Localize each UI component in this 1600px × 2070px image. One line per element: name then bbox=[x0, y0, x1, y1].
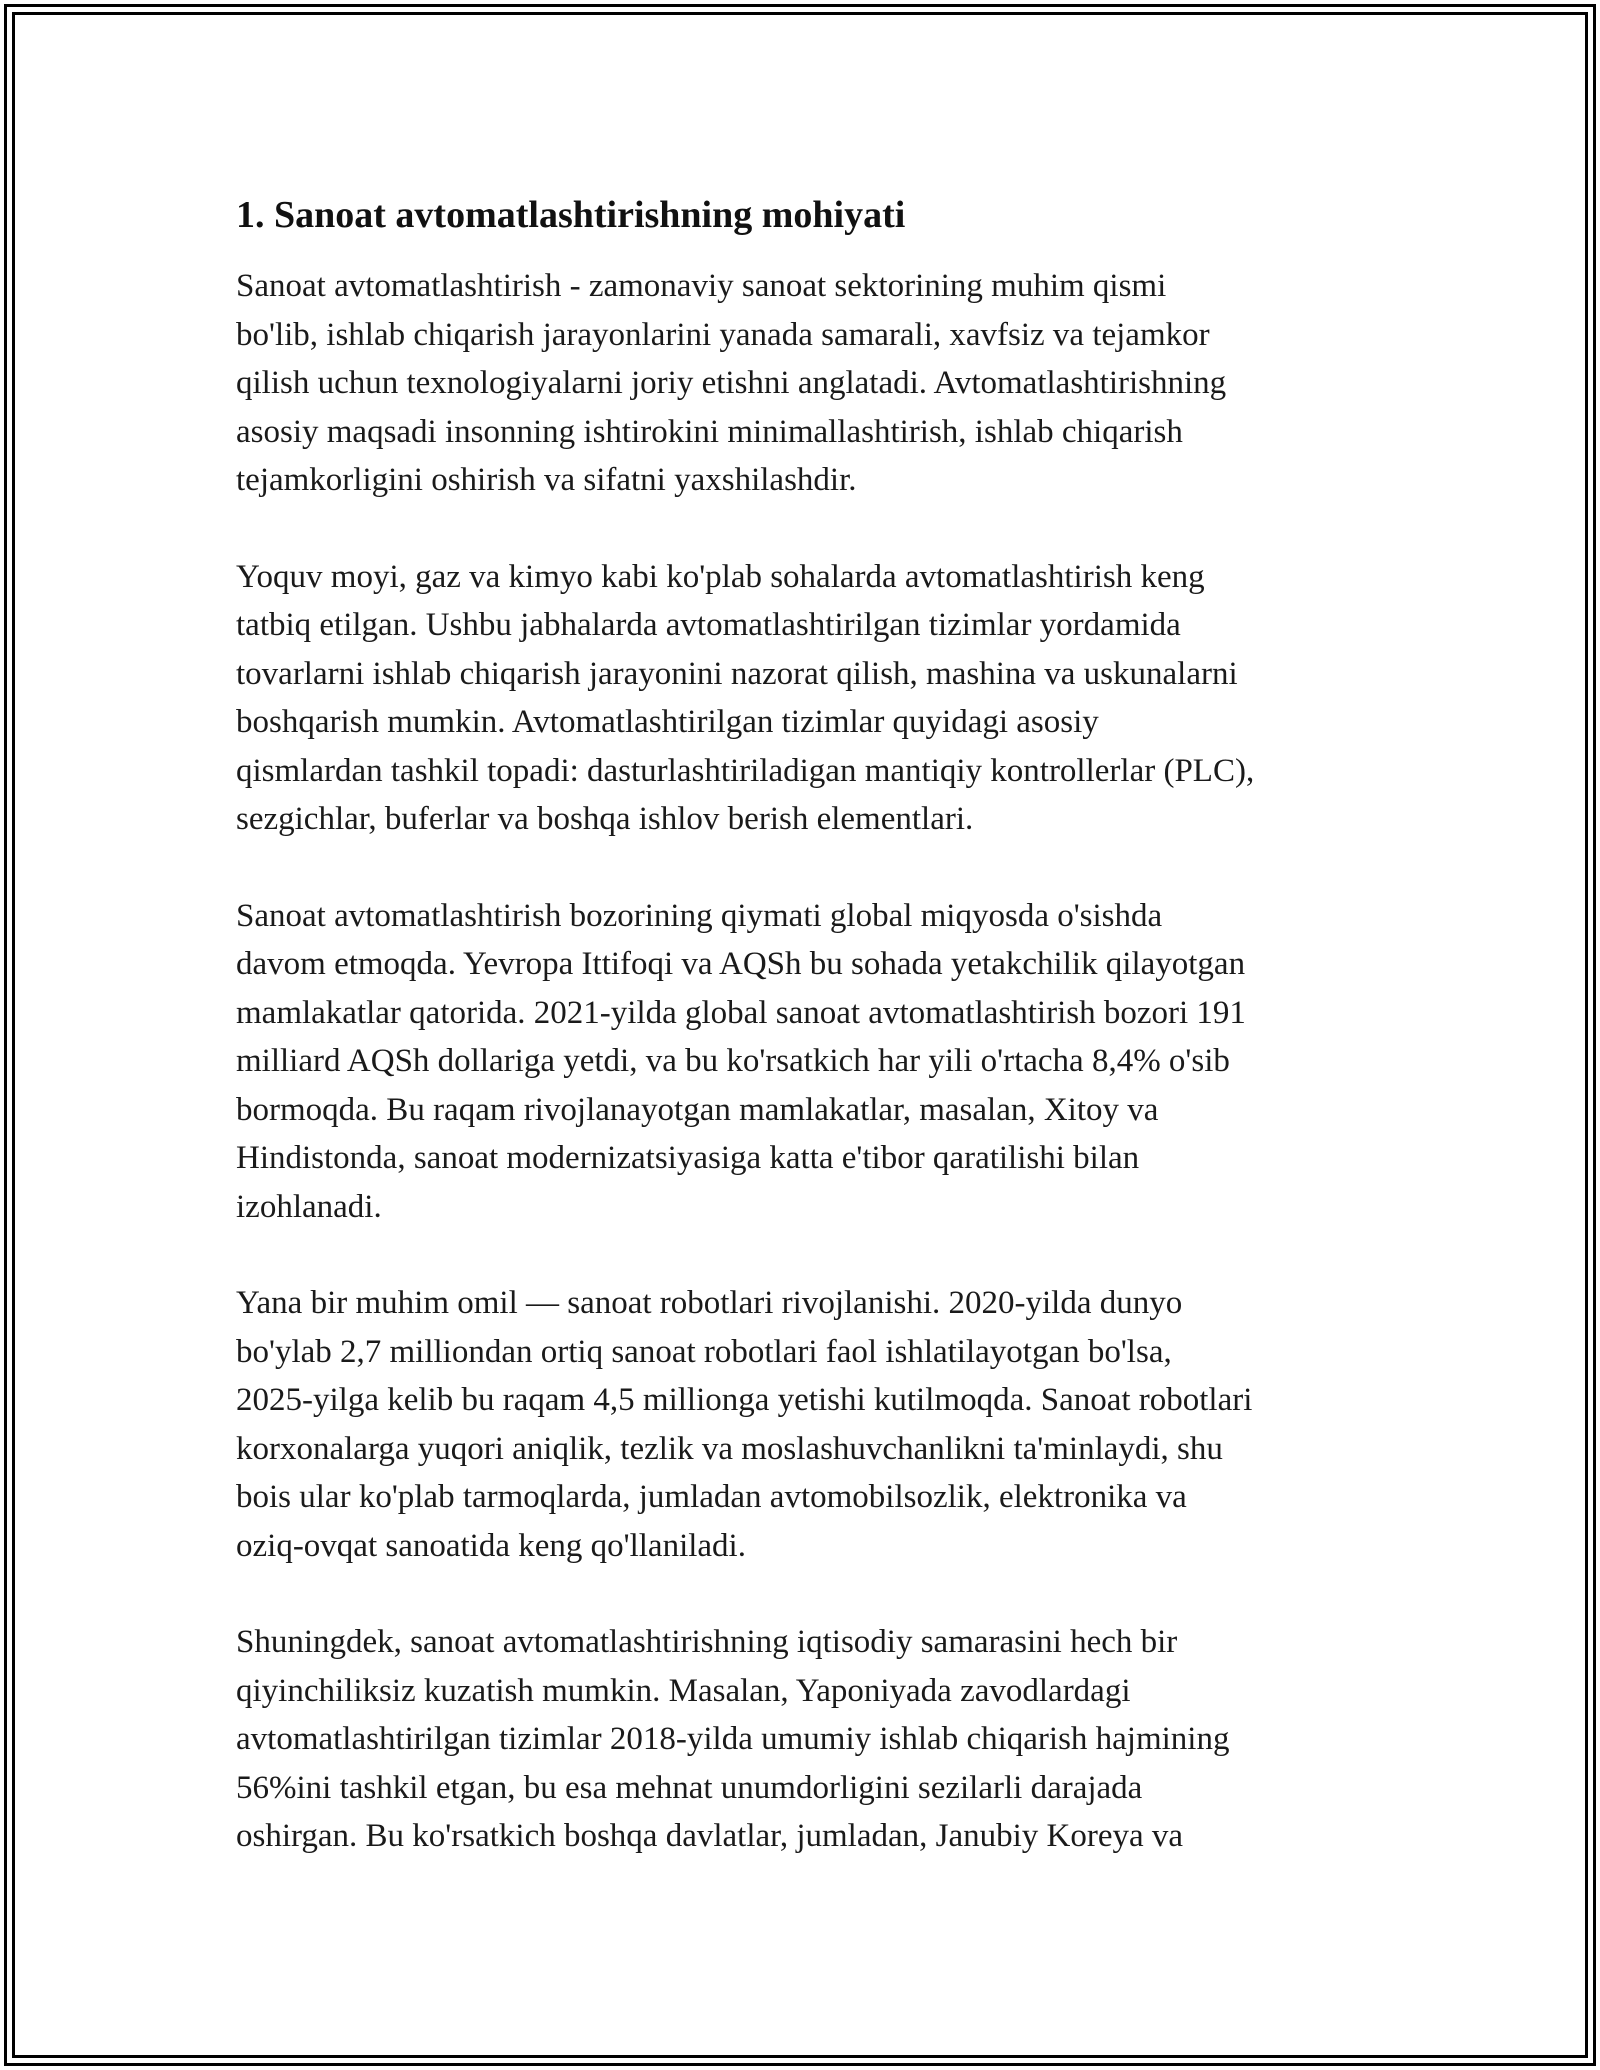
paragraph-1: Sanoat avtomatlashtirish - zamonaviy sanoat sektorining muhim qismi bo'lib, ishlab chiqarish jarayonlarini yanada samarali, xavfsiz va tejamkor qilish uchun texnologiyalarni joriy etishni anglatadi. Avtomatlashtirishning asosiy maqsadi insonning ishtirokini minimallashtirish, ishlab chiqarish tejamkorligini oshirish va sifatni yaxshilashdir. bbox=[236, 268, 1227, 498]
paragraph-4: Yana bir muhim omil — sanoat robotlari rivojlanishi. 2020-yilda dunyo bo'ylab 2,7 milliondan ortiq sanoat robotlari faol ishlatilayotgan bo'lsa, 2025-yilga kelib bu raqam 4,5 millionga yetishi kutilmoqda. Sanoat robotlari korxonalarga yuqori aniqlik, tezlik va moslashuvchanlikni ta'minlaydi, shu bois ular ko'plab tarmoqlarda, jumladan avtomobilsozlik, elektronika va oziq-ovqat sanoatida keng qo'llaniladi. bbox=[236, 1285, 1253, 1564]
document-body bbox=[236, 190, 1376, 1909]
paragraph-2: Yoquv moyi, gaz va kimyo kabi ko'plab sohalarda avtomatlashtirish keng tatbiq etilgan. Ushbu jabhalarda avtomatlashtirilgan tizimlar yordamida tovarlarni ishlab chiqarish jarayonini nazorat qilish, mashina va uskunalarni boshqarish mumkin. Avtomatlashtirilgan tizimlar quyidagi asosiy qismlardan tashkil topadi: dasturlashtiriladigan mantiqiy kontrollerlar (PLC), sezgichlar, buferlar va boshqa ishlov berish elementlari. bbox=[236, 558, 1255, 837]
section-heading: 1. Sanoat avtomatlashtirishning mohiyati bbox=[236, 194, 906, 236]
paragraph-5: Shuningdek, sanoat avtomatlashtirishning iqtisodiy samarasini hech bir qiyinchiliksiz kuzatish mumkin. Masalan, Yaponiyada zavodlardagi avtomatlashtirilgan tizimlar 2018-yilda umumiy ishlab chiqarish hajmining 56%ini tashkil etgan, bu esa mehnat unumdorligini sezilarli darajada oshirgan. Bu ko'rsatkich boshqa davlatlar, jumladan, Janubiy Koreya va bbox=[236, 1624, 1230, 1854]
paragraph-3: Sanoat avtomatlashtirish bozorining qiymati global miqyosda o'sishda davom etmoqda. Yevropa Ittifoqi va AQSh bu sohada yetakchilik qilayotgan mamlakatlar qatorida. 2021-yilda global sanoat avtomatlashtirish bozori 191 milliard AQSh dollariga yetdi, va bu ko'rsatkich har yili o'rtacha 8,4% o'sib bormoqda. Bu raqam rivojlanayotgan mamlakatlar, masalan, Xitoy va Hindistonda, sanoat modernizatsiyasiga katta e'tibor qaratilishi bilan izohlanadi. bbox=[236, 897, 1246, 1225]
